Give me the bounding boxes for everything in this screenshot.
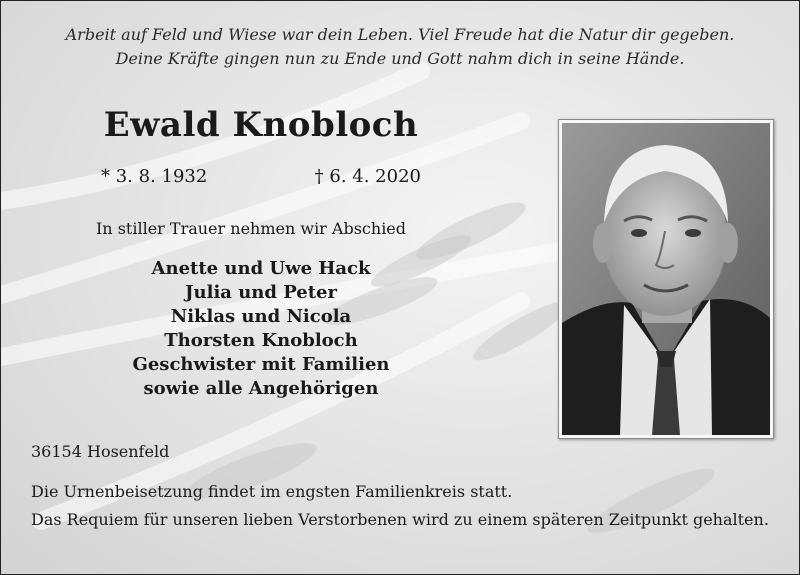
notice-text xyxy=(31,480,781,536)
mourner-line: Julia und Peter xyxy=(185,282,337,303)
location: 36154 Hosenfeld xyxy=(31,442,170,461)
notice-paragraph: Die Urnenbeisetzung findet im engsten Familienkreis statt. xyxy=(31,482,513,501)
mourner-line: Thorsten Knobloch xyxy=(164,330,358,351)
mourners-list xyxy=(41,257,481,401)
motto-line-1: Arbeit auf Feld und Wiese war dein Leben. Viel Freude hat die Natur dir gegeben. xyxy=(65,25,735,44)
deceased-name: Ewald Knobloch xyxy=(103,105,419,145)
mourner-line: Geschwister mit Familien xyxy=(132,354,390,375)
mourner-line: sowie alle Angehörigen xyxy=(143,378,379,399)
mourner-line: Anette und Uwe Hack xyxy=(151,258,371,279)
portrait-image xyxy=(562,123,770,435)
motto-verse xyxy=(1,23,799,71)
portrait-photo xyxy=(558,119,774,439)
motto-line-2: Deine Kräfte gingen nun zu Ende und Gott nahm dich in seine Hände. xyxy=(115,49,685,68)
death-date: † 6. 4. 2020 xyxy=(314,166,421,187)
notice-paragraph: Das Requiem für unseren lieben Verstorbenen wird zu einem späteren Zeitpunkt gehalten. xyxy=(31,510,769,529)
birth-date: * 3. 8. 1932 xyxy=(101,166,208,187)
life-dates xyxy=(101,166,421,187)
farewell-intro: In stiller Trauer nehmen wir Abschied xyxy=(95,219,407,238)
mourner-line: Niklas und Nicola xyxy=(170,306,352,327)
